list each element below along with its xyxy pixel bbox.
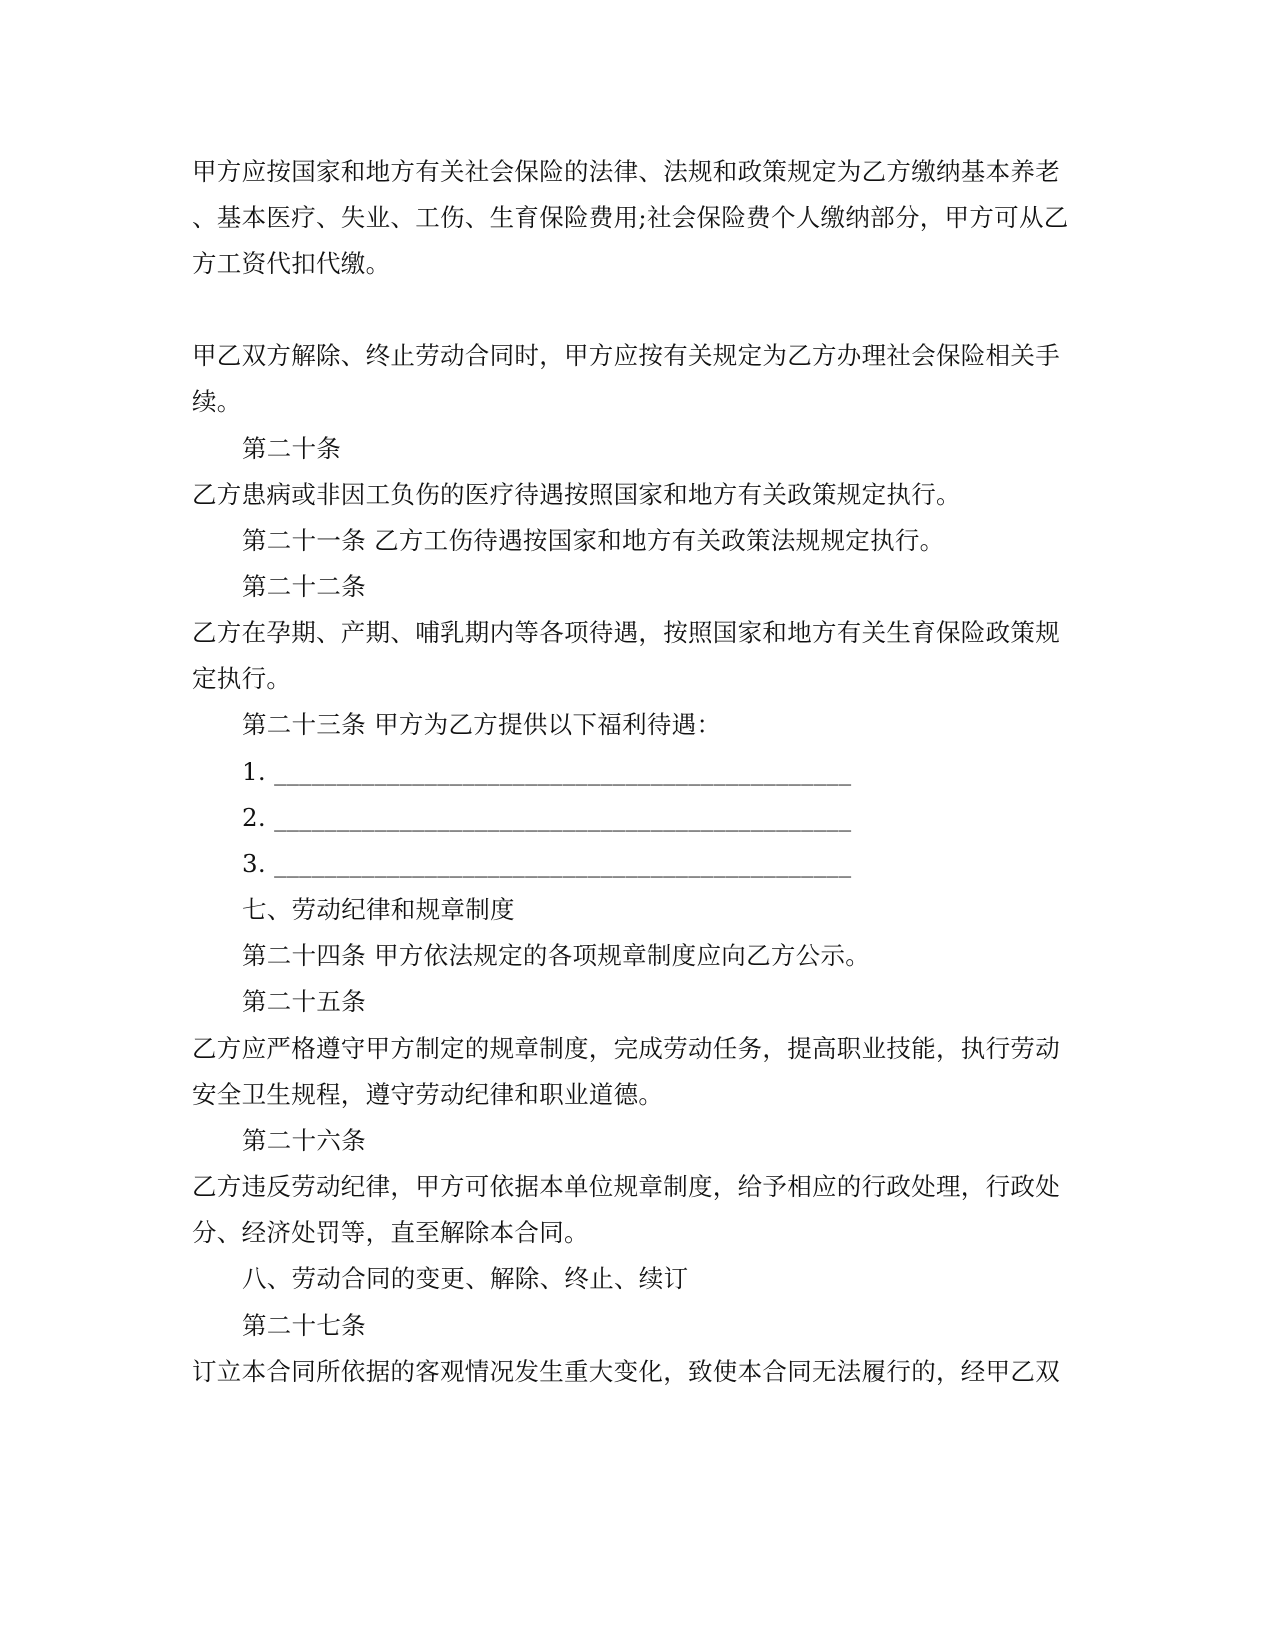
article-26-body-line-2: 分、经济处罚等，直至解除本合同。 — [192, 1218, 589, 1247]
paragraph-termination-line-1: 甲乙双方解除、终止劳动合同时，甲方应按有关规定为乙方办理社会保险相关手 — [192, 341, 1060, 370]
article-20-heading: 第二十条 — [242, 434, 342, 463]
paragraph-termination-line-2: 续。 — [192, 387, 242, 416]
article-27-body-line-1: 订立本合同所依据的客观情况发生重大变化，致使本合同无法履行的，经甲乙双 — [192, 1357, 1060, 1386]
benefit-item-2: 2. ______________________________________________ — [242, 803, 852, 832]
paragraph-social-insurance-line-3: 方工资代扣代缴。 — [192, 249, 391, 278]
article-26-body-line-1: 乙方违反劳动纪律，甲方可依据本单位规章制度，给予相应的行政处理，行政处 — [192, 1172, 1060, 1201]
paragraph-social-insurance-line-2: 、基本医疗、失业、工伤、生育保险费用;社会保险费个人缴纳部分，甲方可从乙 — [192, 203, 1069, 232]
section-7-heading: 七、劳动纪律和规章制度 — [242, 895, 515, 924]
article-25-heading: 第二十五条 — [242, 987, 366, 1016]
article-22-body-line-2: 定执行。 — [192, 664, 292, 693]
article-26-heading: 第二十六条 — [242, 1126, 366, 1155]
section-8-heading: 八、劳动合同的变更、解除、终止、续订 — [242, 1264, 689, 1293]
article-21: 第二十一条 乙方工伤待遇按国家和地方有关政策法规规定执行。 — [242, 526, 945, 555]
article-20-body: 乙方患病或非因工负伤的医疗待遇按照国家和地方有关政策规定执行。 — [192, 480, 961, 509]
benefit-item-3: 3. ______________________________________________ — [242, 849, 852, 878]
article-22-heading: 第二十二条 — [242, 572, 366, 601]
article-22-body-line-1: 乙方在孕期、产期、哺乳期内等各项待遇，按照国家和地方有关生育保险政策规 — [192, 618, 1060, 647]
article-27-heading: 第二十七条 — [242, 1311, 366, 1340]
article-24: 第二十四条 甲方依法规定的各项规章制度应向乙方公示。 — [242, 941, 871, 970]
paragraph-social-insurance-line-1: 甲方应按国家和地方有关社会保险的法律、法规和政策规定为乙方缴纳基本养老 — [192, 157, 1060, 186]
benefit-item-1: 1. ______________________________________________ — [242, 757, 852, 786]
article-25-body-line-2: 安全卫生规程，遵守劳动纪律和职业道德。 — [192, 1080, 664, 1109]
article-23: 第二十三条 甲方为乙方提供以下福利待遇： — [242, 710, 722, 739]
article-25-body-line-1: 乙方应严格遵守甲方制定的规章制度，完成劳动任务，提高职业技能，执行劳动 — [192, 1034, 1060, 1063]
